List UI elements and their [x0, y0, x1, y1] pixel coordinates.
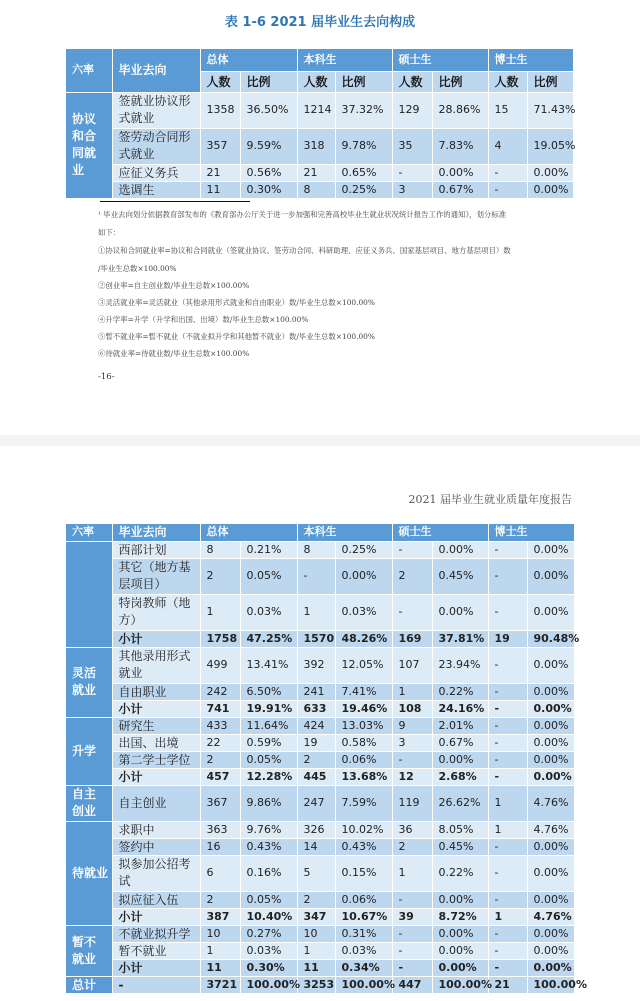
cell: 11 — [200, 181, 240, 198]
cell: 19.46% — [335, 700, 392, 717]
cell: 0.00% — [527, 925, 574, 942]
cell: 1 — [392, 855, 432, 891]
cell: 100.00% — [335, 976, 392, 993]
cell: 37.81% — [432, 630, 488, 647]
footnote-line: ②创业率=自主创业数/毕业生总数×100.00% — [98, 281, 250, 290]
category-agreement-contract: 协议和合同就业 — [66, 92, 112, 198]
cell: - — [392, 925, 432, 942]
category-flexible-employment: 灵活就业 — [66, 647, 112, 717]
cell: - — [392, 164, 432, 181]
cell: 357 — [200, 128, 240, 164]
cell: - — [488, 838, 527, 855]
footnote-line: ⑥待就业率=待就业数/毕业生总数×100.00% — [98, 349, 250, 358]
cell: 2 — [392, 838, 432, 855]
category-awaiting-employment: 待就业 — [66, 821, 112, 925]
cell: 0.00% — [527, 959, 574, 976]
cell: 71.43% — [527, 92, 573, 128]
cell: 0.65% — [335, 164, 392, 181]
cell: 11 — [200, 959, 240, 976]
subheader-ratio: 比例 — [432, 71, 488, 92]
cell: 15 — [488, 92, 527, 128]
cell: 14 — [297, 838, 335, 855]
cell: 16 — [200, 838, 240, 855]
header-destination: 毕业去向 — [112, 49, 200, 92]
cell: 247 — [297, 785, 335, 821]
cell: 36 — [392, 821, 432, 838]
cell: 100.00% — [240, 976, 297, 993]
cell: - — [297, 558, 335, 594]
subheader-count: 人数 — [200, 71, 240, 92]
cell: 0.00% — [527, 541, 574, 558]
cell: 48.26% — [335, 630, 392, 647]
cell: 6 — [200, 855, 240, 891]
cell: - — [392, 751, 432, 768]
cell: 0.05% — [240, 558, 297, 594]
cell: - — [488, 700, 527, 717]
cell: 0.00% — [432, 164, 488, 181]
table-row — [66, 821, 574, 838]
cell: 1214 — [297, 92, 335, 128]
cell: 2.68% — [432, 768, 488, 785]
cell: 0.00% — [527, 700, 574, 717]
table-row — [66, 717, 574, 734]
cell: 1 — [488, 908, 527, 925]
cell: 2.01% — [432, 717, 488, 734]
cell: 10.02% — [335, 821, 392, 838]
header-rate: 六率 — [66, 49, 112, 92]
cell: 2 — [297, 891, 335, 908]
category-temporarily-unemployed: 暂不就业 — [66, 925, 112, 976]
cell: 2 — [200, 751, 240, 768]
cell: 26.62% — [432, 785, 488, 821]
footnote-line: ④升学率=升学（升学和出国、出境）数/毕业生总数×100.00% — [98, 315, 309, 324]
graduate-destination-table-part2 — [66, 524, 587, 994]
cell: 7.41% — [335, 683, 392, 700]
cell: 0.30% — [240, 959, 297, 976]
header-doctor: 博士生 — [488, 49, 573, 71]
cell: 19 — [297, 734, 335, 751]
cell: 424 — [297, 717, 335, 734]
cell: 4.76% — [527, 908, 574, 925]
row-destination: 小计 — [112, 768, 200, 785]
cell: 2 — [392, 558, 432, 594]
cell: 108 — [392, 700, 432, 717]
cell: 1 — [297, 594, 335, 630]
cell: 7.83% — [432, 128, 488, 164]
cell: 0.00% — [432, 594, 488, 630]
category-total: 总计 — [66, 976, 112, 993]
cell: 392 — [297, 647, 335, 683]
cell: 39 — [392, 908, 432, 925]
cell: 10 — [200, 925, 240, 942]
header-master: 硕士生 — [392, 49, 488, 71]
cell: 0.03% — [240, 942, 297, 959]
cell: 0.00% — [432, 541, 488, 558]
cell: 100.00% — [432, 976, 488, 993]
cell: 119 — [392, 785, 432, 821]
cell: 8 — [297, 181, 335, 198]
header-overall: 总体 — [200, 49, 297, 71]
cell: 445 — [297, 768, 335, 785]
table-row — [66, 925, 574, 942]
cell: - — [392, 891, 432, 908]
cell: 0.31% — [335, 925, 392, 942]
header-master: 硕士生 — [392, 524, 488, 541]
subtotal-row — [66, 768, 574, 785]
cell: 0.00% — [432, 942, 488, 959]
row-destination: 签劳动合同形式就业 — [112, 128, 200, 164]
subheader-ratio: 比例 — [527, 71, 573, 92]
cell: 0.00% — [432, 959, 488, 976]
cell: 0.59% — [240, 734, 297, 751]
cell: - — [392, 942, 432, 959]
cell: 13.68% — [335, 768, 392, 785]
cell: 0.00% — [527, 558, 574, 594]
cell: 0.21% — [240, 541, 297, 558]
cell: 0.06% — [335, 891, 392, 908]
cell: 19.91% — [240, 700, 297, 717]
cell: 0.25% — [335, 541, 392, 558]
cell: 1 — [488, 785, 527, 821]
header-rate: 六率 — [66, 524, 112, 541]
table-row — [66, 838, 574, 855]
cell: 21 — [200, 164, 240, 181]
cell: 0.00% — [527, 891, 574, 908]
cell: 4.76% — [527, 821, 574, 838]
document-page-17 — [0, 446, 640, 1001]
footnote-line: 如下： — [98, 228, 121, 237]
cell: 0.58% — [335, 734, 392, 751]
cell: 0.00% — [432, 925, 488, 942]
row-destination: 签就业协议形式就业 — [112, 92, 200, 128]
table-row — [66, 647, 574, 683]
row-destination: 出国、出境 — [112, 734, 200, 751]
cell: 0.00% — [527, 717, 574, 734]
cell: 457 — [200, 768, 240, 785]
cell: 1 — [297, 942, 335, 959]
cell: 0.06% — [335, 751, 392, 768]
cell: - — [488, 164, 527, 181]
header-doctor: 博士生 — [488, 524, 574, 541]
cell: 0.00% — [527, 647, 574, 683]
cell: - — [488, 181, 527, 198]
cell: 24.16% — [432, 700, 488, 717]
cell: 0.30% — [240, 181, 297, 198]
cell: 741 — [200, 700, 240, 717]
cell: 8.05% — [432, 821, 488, 838]
table-row — [66, 785, 574, 821]
row-destination: 求职中 — [112, 821, 200, 838]
row-destination: 研究生 — [112, 717, 200, 734]
cell: 447 — [392, 976, 432, 993]
cell: 100.00% — [527, 976, 574, 993]
cell: 13.03% — [335, 717, 392, 734]
cell: 13.41% — [240, 647, 297, 683]
cell: 23.94% — [432, 647, 488, 683]
cell: 1358 — [200, 92, 240, 128]
cell: 10.40% — [240, 908, 297, 925]
header-overall: 总体 — [200, 524, 297, 541]
footnote-line: ①协议和合同就业率=协议和合同就业（签就业协议、签劳动合同、科研助理、应征义务兵、国家基层项目、地方基层项目）数 — [98, 246, 511, 255]
table-row — [66, 855, 574, 891]
table-row — [66, 734, 574, 751]
cell: - — [488, 768, 527, 785]
cell: 499 — [200, 647, 240, 683]
cell: - — [488, 594, 527, 630]
cell: 1 — [200, 942, 240, 959]
cell: 367 — [200, 785, 240, 821]
cell: 5 — [297, 855, 335, 891]
header-undergrad: 本科生 — [297, 524, 392, 541]
cell: 9.76% — [240, 821, 297, 838]
table-row — [66, 541, 574, 558]
row-destination: 自由职业 — [112, 683, 200, 700]
cell: 387 — [200, 908, 240, 925]
row-destination: 选调生 — [112, 181, 200, 198]
cell: 90.48% — [527, 630, 574, 647]
cell: - — [392, 959, 432, 976]
cell: 12.05% — [335, 647, 392, 683]
footnote-line: ¹ 毕业去向划分依据教育部发布的《教育部办公厅关于进一步加强和完善高校毕业生就业状况统计报告工作的通知》，划分标准 — [98, 210, 507, 219]
table-title: 表 1-6 2021 届毕业生去向构成 — [224, 15, 416, 30]
cell: 10.67% — [335, 908, 392, 925]
category-further-study: 升学 — [66, 717, 112, 785]
cell: 0.45% — [432, 558, 488, 594]
cell: 0.00% — [335, 558, 392, 594]
footnote-line: ⑤暂不就业率=暂不就业（不就业拟升学和其他暂不就业）数/毕业生总数×100.00% — [98, 332, 375, 341]
cell: - — [488, 891, 527, 908]
subheader-ratio: 比例 — [335, 71, 392, 92]
cell: 1 — [200, 594, 240, 630]
row-destination: 暂不就业 — [112, 942, 200, 959]
cell: 433 — [200, 717, 240, 734]
cell: - — [488, 959, 527, 976]
cell: 9.59% — [240, 128, 297, 164]
row-destination: 拟应征入伍 — [112, 891, 200, 908]
cell: 4.76% — [527, 785, 574, 821]
cell: - — [488, 541, 527, 558]
cell: 0.05% — [240, 891, 297, 908]
cell: 11 — [297, 959, 335, 976]
cell: 0.27% — [240, 925, 297, 942]
subheader-count: 人数 — [392, 71, 432, 92]
row-destination: 西部计划 — [112, 541, 200, 558]
row-destination: 其他录用形式就业 — [112, 647, 200, 683]
cell: 22 — [200, 734, 240, 751]
page-break — [0, 435, 640, 446]
row-destination: 小计 — [112, 630, 200, 647]
table-row — [66, 751, 574, 768]
cell: 4 — [488, 128, 527, 164]
cell: 347 — [297, 908, 335, 925]
cell: - — [488, 942, 527, 959]
cell: 0.67% — [432, 734, 488, 751]
cell: 633 — [297, 700, 335, 717]
cell: 9 — [392, 717, 432, 734]
cell: 0.00% — [527, 751, 574, 768]
cell: 28.86% — [432, 92, 488, 128]
category-self-employment: 自主创业 — [66, 785, 112, 821]
table-row — [66, 128, 573, 164]
running-header: 2021 届毕业生就业质量年度报告 — [408, 493, 572, 506]
cell: 0.00% — [527, 855, 574, 891]
subtotal-row — [66, 908, 574, 925]
cell: - — [392, 594, 432, 630]
cell: - — [488, 647, 527, 683]
cell: 2 — [200, 891, 240, 908]
cell: 0.34% — [335, 959, 392, 976]
row-destination: 特岗教师（地方） — [112, 594, 200, 630]
cell: 3 — [392, 181, 432, 198]
cell: 0.15% — [335, 855, 392, 891]
table-row — [66, 164, 573, 181]
table-row — [66, 92, 573, 128]
cell: - — [488, 855, 527, 891]
cell: 37.32% — [335, 92, 392, 128]
cell: 47.25% — [240, 630, 297, 647]
cell: 6.50% — [240, 683, 297, 700]
cell: 3 — [392, 734, 432, 751]
table-row — [66, 683, 574, 700]
cell: 0.43% — [240, 838, 297, 855]
cell: 0.00% — [527, 594, 574, 630]
cell: 0.00% — [432, 891, 488, 908]
subheader-count: 人数 — [488, 71, 527, 92]
subtotal-row — [66, 630, 574, 647]
cell: 169 — [392, 630, 432, 647]
table-row — [66, 942, 574, 959]
cell: 242 — [200, 683, 240, 700]
cell: 3253 — [297, 976, 335, 993]
cell: 0.67% — [432, 181, 488, 198]
cell: 11.64% — [240, 717, 297, 734]
table-row — [66, 891, 574, 908]
footnote-line: ③灵活就业率=灵活就业（其他录用形式就业和自由职业）数/毕业生总数×100.00% — [98, 298, 375, 307]
cell: 0.25% — [335, 181, 392, 198]
subheader-ratio: 比例 — [240, 71, 297, 92]
cell: 0.00% — [527, 683, 574, 700]
cell: 9.86% — [240, 785, 297, 821]
cell: 0.00% — [527, 942, 574, 959]
cell: 8 — [297, 541, 335, 558]
row-destination: 第二学士学位 — [112, 751, 200, 768]
row-destination: 自主创业 — [112, 785, 200, 821]
cell: 35 — [392, 128, 432, 164]
cell: 7.59% — [335, 785, 392, 821]
footnote-divider — [100, 201, 250, 202]
row-destination: 小计 — [112, 700, 200, 717]
cell: 9.78% — [335, 128, 392, 164]
category-continued — [66, 541, 112, 647]
cell: 19 — [488, 630, 527, 647]
cell: 2 — [297, 751, 335, 768]
cell: 0.56% — [240, 164, 297, 181]
footnote-line: /毕业生总数×100.00% — [98, 264, 177, 273]
cell: - — [488, 751, 527, 768]
cell: 36.50% — [240, 92, 297, 128]
cell: 0.03% — [240, 594, 297, 630]
cell: 0.03% — [335, 942, 392, 959]
cell: - — [488, 925, 527, 942]
cell: 3721 — [200, 976, 240, 993]
cell: 10 — [297, 925, 335, 942]
cell: 0.43% — [335, 838, 392, 855]
cell: 0.05% — [240, 751, 297, 768]
cell: 2 — [200, 558, 240, 594]
row-destination: 应征义务兵 — [112, 164, 200, 181]
graduate-destination-table-part1 — [66, 49, 574, 199]
cell: - — [488, 683, 527, 700]
cell: 0.03% — [335, 594, 392, 630]
cell: 363 — [200, 821, 240, 838]
cell: 8.72% — [432, 908, 488, 925]
total-row — [66, 976, 574, 993]
header-destination: 毕业去向 — [112, 524, 200, 541]
document-page-16 — [0, 0, 640, 435]
table-header-row — [66, 524, 574, 541]
cell: 241 — [297, 683, 335, 700]
cell: 1758 — [200, 630, 240, 647]
subtotal-row — [66, 700, 574, 717]
page-number: -16- — [98, 372, 115, 382]
cell: 0.45% — [432, 838, 488, 855]
cell: 0.00% — [527, 838, 574, 855]
cell: 0.22% — [432, 683, 488, 700]
subheader-count: 人数 — [297, 71, 335, 92]
row-destination: 签约中 — [112, 838, 200, 855]
cell: 8 — [200, 541, 240, 558]
subtotal-row — [66, 959, 574, 976]
cell: 129 — [392, 92, 432, 128]
cell: 0.00% — [527, 181, 573, 198]
cell: 0.16% — [240, 855, 297, 891]
cell: 12 — [392, 768, 432, 785]
table-row — [66, 594, 574, 630]
table-row — [66, 558, 574, 594]
cell: 21 — [488, 976, 527, 993]
cell: 12.28% — [240, 768, 297, 785]
cell: 326 — [297, 821, 335, 838]
cell: 1 — [488, 821, 527, 838]
row-destination: 小计 — [112, 959, 200, 976]
cell: - — [488, 717, 527, 734]
row-destination: - — [112, 976, 200, 993]
table-row — [66, 181, 573, 198]
cell: 107 — [392, 647, 432, 683]
cell: 19.05% — [527, 128, 573, 164]
row-destination: 小计 — [112, 908, 200, 925]
cell: 318 — [297, 128, 335, 164]
row-destination: 其它（地方基层项目） — [112, 558, 200, 594]
row-destination: 拟参加公招考试 — [112, 855, 200, 891]
cell: 0.00% — [527, 164, 573, 181]
table-header-row — [66, 49, 573, 71]
cell: 1570 — [297, 630, 335, 647]
cell: 21 — [297, 164, 335, 181]
cell: - — [488, 558, 527, 594]
cell: 0.00% — [527, 768, 574, 785]
cell: - — [392, 541, 432, 558]
cell: 0.22% — [432, 855, 488, 891]
row-destination: 不就业拟升学 — [112, 925, 200, 942]
cell: 0.00% — [527, 734, 574, 751]
cell: 1 — [392, 683, 432, 700]
cell: - — [488, 734, 527, 751]
cell: 0.00% — [432, 751, 488, 768]
header-undergrad: 本科生 — [297, 49, 392, 71]
